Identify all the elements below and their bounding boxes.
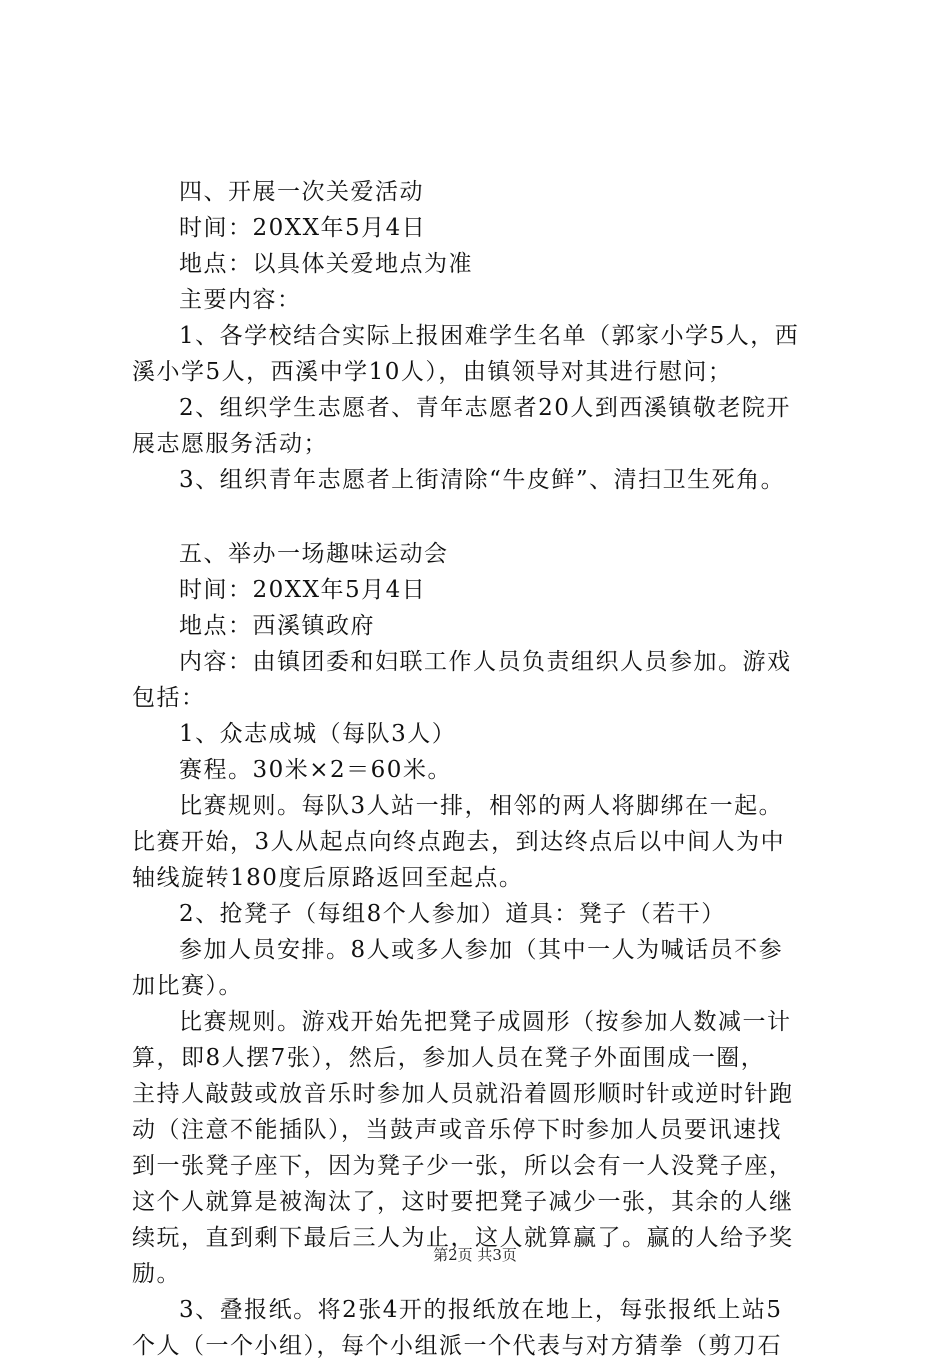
- text-line: 加比赛）。: [132, 973, 243, 999]
- text-line: 比赛规则。每队3人站一排，相邻的两人将脚绑在一起。: [179, 793, 784, 819]
- text-line: 主持人敲鼓或放音乐时参加人员就沿着圆形顺时针或逆时针跑: [132, 1081, 794, 1107]
- text-line: 地点：西溪镇政府: [179, 613, 375, 639]
- text-line: 主要内容：: [179, 287, 302, 313]
- text-line: 到一张凳子座下，因为凳子少一张，所以会有一人没凳子座，: [132, 1153, 794, 1179]
- document-body: [132, 174, 832, 1364]
- text-line: 四、开展一次关爱活动: [179, 179, 424, 205]
- text-line: 时间：20XX年5月4日: [179, 577, 427, 603]
- text-line: 动（注意不能插队），当鼓声或音乐停下时参加人员要讯速找: [132, 1117, 782, 1143]
- text-line: 五、举办一场趣味运动会: [179, 541, 449, 567]
- text-line: 励。: [132, 1261, 181, 1287]
- text-line: 3、组织青年志愿者上街清除“牛皮鲜”、清扫卫生死角。: [179, 467, 786, 493]
- section-1: [132, 174, 832, 498]
- text-line: 内容：由镇团委和妇联工作人员负责组织人员参加。游戏: [179, 649, 792, 675]
- text-line: 1、众志成城（每队3人）: [179, 721, 457, 747]
- text-line: 比赛开始，3人从起点向终点跑去，到达终点后以中间人为中: [132, 829, 786, 855]
- text-line: 时间：20XX年5月4日: [179, 215, 427, 241]
- text-line: 比赛规则。游戏开始先把凳子成圆形（按参加人数减一计: [179, 1009, 792, 1035]
- text-line: 2、抢凳子（每组8个人参加）道具：凳子（若干）: [179, 901, 726, 927]
- section-2: [132, 536, 832, 1364]
- text-line: 轴线旋转180度后原路返回至起点。: [132, 865, 524, 891]
- text-line: 地点：以具体关爱地点为准: [179, 251, 473, 277]
- text-line: 包括：: [132, 685, 206, 711]
- text-line: 这个人就算是被淘汰了，这时要把凳子减少一张，其余的人继: [132, 1189, 794, 1215]
- page-footer: 第2页 共3页: [433, 1246, 517, 1264]
- text-line: 赛程。30米×2＝60米。: [179, 757, 452, 783]
- text-line: 1、各学校结合实际上报困难学生名单（郭家小学5人，西: [179, 323, 800, 349]
- text-line: 展志愿服务活动；: [132, 431, 328, 457]
- text-line: 溪小学5人，西溪中学10人），由镇领导对其进行慰问；: [132, 359, 733, 385]
- text-line: 参加人员安排。8人或多人参加（其中一人为喊话员不参: [179, 937, 784, 963]
- text-line: 续玩，直到剩下最后三人为止，这人就算赢了。赢的人给予奖: [132, 1225, 794, 1251]
- text-line: 算，即8人摆7张），然后，参加人员在凳子外面围成一圈，: [132, 1045, 766, 1071]
- text-line: 个人（一个小组），每个小组派一个代表与对方猜拳（剪刀石: [132, 1333, 782, 1359]
- text-line: 3、叠报纸。将2张4开的报纸放在地上，每张报纸上站5: [179, 1297, 783, 1323]
- section-gap: [132, 498, 832, 536]
- text-line: 2、组织学生志愿者、青年志愿者20人到西溪镇敬老院开: [179, 395, 791, 421]
